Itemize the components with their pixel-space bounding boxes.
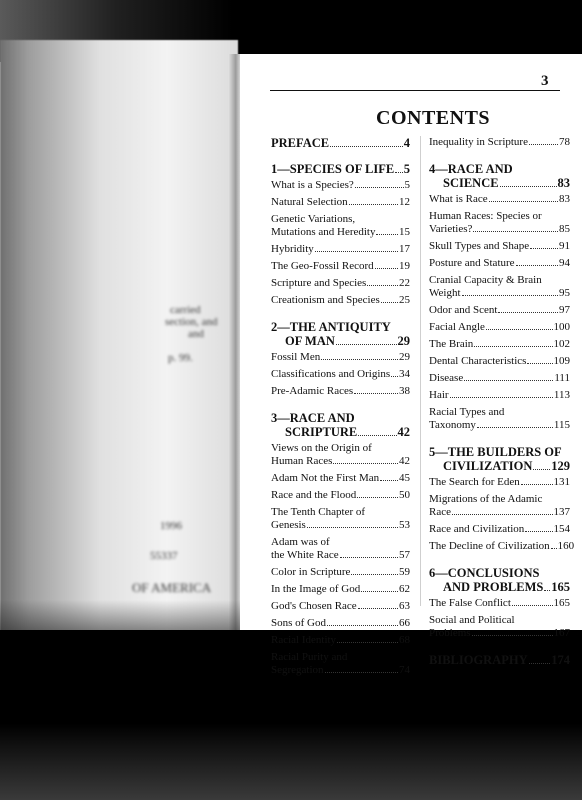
dot-leader: [375, 268, 398, 269]
toc-chapter-title-cont: SCIENCE: [443, 176, 499, 190]
dot-leader: [544, 590, 550, 591]
toc-page-number: 42: [399, 455, 410, 467]
toc-entry-title-cont: Human Races: [271, 455, 333, 467]
toc-page-number: 165: [551, 580, 570, 594]
toc-entry: [271, 294, 410, 307]
dot-leader: [521, 484, 553, 485]
toc-chapter-title: BIBLIOGRAPHY: [429, 653, 528, 667]
dot-leader: [498, 312, 558, 313]
toc-entry: [429, 389, 570, 402]
toc-entry-line2: [429, 627, 570, 640]
toc-entry-title-cont: Race: [429, 506, 451, 518]
toc-entry: [271, 506, 410, 532]
toc-entry-title: Migrations of the Adamic: [429, 493, 543, 505]
toc-chapter: [271, 162, 410, 176]
column-divider: [420, 136, 421, 606]
dot-leader: [307, 527, 398, 528]
toc-entry-title: Inequality in Scripture: [429, 136, 528, 148]
section-gap: [429, 153, 570, 162]
toc-entry: [271, 385, 410, 398]
ghost-text: and: [188, 328, 204, 340]
toc-entry: [271, 583, 410, 596]
toc-page-number: 38: [399, 385, 410, 397]
toc-page-number: 154: [553, 523, 570, 535]
contents-title: CONTENTS: [376, 107, 491, 129]
section-gap: [271, 153, 410, 162]
toc-page-number: 100: [553, 321, 570, 333]
toc-entry: [271, 651, 410, 677]
toc-entry-line2: [429, 419, 570, 432]
dot-leader: [452, 514, 553, 515]
toc-entry-title: Hair: [429, 389, 449, 401]
dot-leader: [355, 187, 404, 188]
toc-entry: [271, 243, 410, 256]
toc-page-number: 42: [397, 425, 410, 439]
toc-entry-title: Dental Characteristics: [429, 355, 527, 367]
toc-page-number: 160: [557, 540, 575, 552]
dot-leader: [525, 531, 552, 532]
toc-page-number: 167: [553, 627, 570, 639]
toc-entry: [271, 213, 410, 239]
dot-leader: [315, 251, 398, 252]
section-gap: [271, 311, 410, 320]
toc-entry: [429, 523, 570, 536]
dot-leader: [391, 376, 398, 377]
toc-page-number: 22: [399, 277, 410, 289]
toc-entry: [271, 566, 410, 579]
dot-leader: [367, 285, 398, 286]
toc-page-number: 111: [554, 372, 570, 384]
toc-entry: [429, 304, 570, 317]
toc-page-number: 5: [404, 179, 410, 191]
toc-entry-line2: [271, 549, 410, 562]
toc-entry: [429, 493, 570, 519]
toc-page-number: 19: [399, 260, 410, 272]
toc-chapter-title-cont: AND PROBLEMS: [443, 580, 544, 594]
toc-entry-line2: [271, 455, 410, 468]
dot-leader: [512, 605, 553, 606]
toc-page-number: 95: [559, 287, 570, 299]
toc-entry-title-cont: Taxonomy: [429, 419, 476, 431]
toc-entry-title-cont: Segregation: [271, 664, 324, 676]
toc-entry-title: Social and Political: [429, 614, 515, 626]
dot-leader: [477, 427, 553, 428]
toc-entry-title: The Tenth Chapter of: [271, 506, 366, 518]
toc-chapter-title: 2—THE ANTIQUITY: [271, 320, 391, 334]
header-rule: [270, 90, 560, 91]
toc-page-number: 174: [551, 653, 570, 667]
toc-entry: [429, 372, 570, 385]
dot-leader: [486, 329, 553, 330]
dot-leader: [472, 635, 553, 636]
toc-entry-title: Genetic Variations,: [271, 213, 356, 225]
toc-page-number: 97: [559, 304, 570, 316]
toc-entry-title: Racial Identity: [271, 634, 337, 646]
toc-page-number: 4: [403, 136, 410, 150]
toc-chapter-title: 3—RACE AND: [271, 411, 355, 425]
dot-leader: [325, 672, 398, 673]
ghost-text: p. 99.: [168, 352, 193, 364]
toc-chapter-title-cont: CIVILIZATION: [443, 459, 533, 473]
toc-entry-title: The False Conflict: [429, 597, 511, 609]
toc-page-number: 59: [399, 566, 410, 578]
toc-entry-line2: [271, 664, 410, 677]
toc-entry-title: Skull Types and Shape: [429, 240, 530, 252]
toc-entry-title: The Brain: [429, 338, 474, 350]
toc-page-number: 45: [399, 472, 410, 484]
toc-entry-title: God's Chosen Race: [271, 600, 357, 612]
toc-entry-title: Facial Angle: [429, 321, 485, 333]
toc-entry: [271, 600, 410, 613]
toc-page-number: 68: [399, 634, 410, 646]
dot-leader: [516, 265, 558, 266]
dot-leader: [321, 359, 398, 360]
toc-entry: [271, 634, 410, 647]
dot-leader: [551, 548, 557, 549]
dot-leader: [464, 380, 553, 381]
toc-page-number: 78: [559, 136, 570, 148]
toc-page-number: 57: [399, 549, 410, 561]
dot-leader: [337, 642, 398, 643]
toc-entry: [429, 355, 570, 368]
toc-page-number: 83: [557, 176, 570, 190]
toc-entry: [429, 338, 570, 351]
toc-page-number: 29: [399, 351, 410, 363]
toc-entry: [271, 351, 410, 364]
toc-page-number: 53: [399, 519, 410, 531]
dot-leader: [358, 435, 396, 436]
dot-leader: [530, 248, 558, 249]
dot-leader: [349, 204, 398, 205]
toc-entry: [271, 472, 410, 485]
toc-entry: [429, 193, 570, 206]
toc-entry-line2: [271, 519, 410, 532]
dot-leader: [527, 363, 552, 364]
toc-entry: [429, 540, 575, 553]
toc-entry-title: What is Race: [429, 193, 488, 205]
toc-entry: [429, 274, 570, 300]
toc-entry: [271, 442, 410, 468]
toc-chapter-title: PREFACE: [271, 136, 330, 150]
section-gap: [429, 644, 570, 653]
toc-page-number: 83: [559, 193, 570, 205]
toc-entry: [271, 536, 410, 562]
toc-entry-title: In the Image of God: [271, 583, 361, 595]
section-gap: [429, 436, 570, 445]
dot-leader: [533, 469, 550, 470]
left-page-blurred: [0, 40, 238, 650]
toc-chapter: [429, 445, 570, 473]
toc-chapter-title: 4—RACE AND: [429, 162, 513, 176]
toc-page-number: 34: [399, 368, 410, 380]
toc-page-number: 63: [399, 600, 410, 612]
toc-entry-title: Disease: [429, 372, 464, 384]
toc-entry-title: Views on the Origin of: [271, 442, 372, 454]
ghost-text: 1996: [160, 520, 182, 532]
toc-page-number: 50: [399, 489, 410, 501]
dot-leader: [474, 346, 552, 347]
toc-entry-title: Scripture and Species: [271, 277, 367, 289]
dot-leader: [340, 557, 398, 558]
toc-entry-title: Racial Purity and: [271, 651, 348, 663]
toc-entry-title: Racial Types and: [429, 406, 505, 418]
toc-chapter-line2: [429, 176, 570, 190]
dot-leader: [358, 608, 398, 609]
toc-page-number: 131: [553, 476, 570, 488]
toc-page-number: 129: [551, 459, 570, 473]
toc-page-number: 74: [399, 664, 410, 676]
toc-entry-title: Race and Civilization: [429, 523, 525, 535]
toc-entry-title: Human Races: Species or: [429, 210, 542, 222]
ghost-text: OF AMERICA: [132, 580, 212, 595]
toc-chapter-title-cont: SCRIPTURE: [285, 425, 358, 439]
toc-entry-title: Race and the Flood: [271, 489, 357, 501]
toc-entry: [429, 597, 570, 610]
toc-chapter-line2: [429, 580, 570, 594]
dot-leader: [529, 663, 551, 664]
dot-leader: [376, 234, 398, 235]
toc-chapter: [429, 653, 570, 667]
toc-entry: [429, 240, 570, 253]
toc-chapter-title: 1—SPECIES OF LIFE: [271, 162, 395, 176]
page-number: 3: [541, 73, 549, 89]
toc-page-number: 5: [403, 162, 410, 176]
toc-chapter: [271, 136, 410, 150]
ghost-text: carried: [170, 304, 201, 316]
toc-page-number: 85: [559, 223, 570, 235]
toc-page-number: 94: [559, 257, 570, 269]
toc-left-column: [271, 136, 410, 681]
toc-chapter-line2: [271, 334, 410, 348]
toc-entry-title: The Decline of Civilization: [429, 540, 550, 552]
dot-leader: [336, 344, 397, 345]
toc-entry-line2: [429, 506, 570, 519]
toc-page-number: 17: [399, 243, 410, 255]
section-gap: [429, 557, 570, 566]
dot-leader: [380, 480, 398, 481]
toc-page-number: 113: [553, 389, 570, 401]
toc-entry-title: Adam was of: [271, 536, 330, 548]
toc-chapter-title: 5—THE BUILDERS OF: [429, 445, 562, 459]
toc-page-number: 109: [553, 355, 570, 367]
toc-entry-title: Sons of God: [271, 617, 327, 629]
toc-page-number: 62: [399, 583, 410, 595]
dot-leader: [450, 397, 553, 398]
toc-page-number: 102: [553, 338, 570, 350]
toc-page-number: 66: [399, 617, 410, 629]
toc-entry-title: Pre-Adamic Races: [271, 385, 354, 397]
dot-leader: [351, 574, 398, 575]
toc-entry: [429, 321, 570, 334]
toc-entry: [429, 476, 570, 489]
dot-leader: [395, 172, 403, 173]
toc-chapter-line2: [271, 425, 410, 439]
toc-entry-title: The Geo-Fossil Record: [271, 260, 374, 272]
dot-leader: [500, 186, 557, 187]
toc-entry-title: Classifications and Origins: [271, 368, 391, 380]
toc-entry-line2: [271, 226, 410, 239]
toc-entry-title-cont: the White Race: [271, 549, 339, 561]
toc-entry: [429, 614, 570, 640]
toc-entry: [429, 136, 570, 149]
toc-entry-title: The Search for Eden: [429, 476, 520, 488]
toc-chapter: [429, 162, 570, 190]
toc-page-number: 29: [397, 334, 410, 348]
toc-entry: [271, 368, 410, 381]
toc-chapter: [271, 411, 410, 439]
toc-entry-title: Adam Not the First Man: [271, 472, 380, 484]
toc-entry: [271, 277, 410, 290]
dot-leader: [529, 144, 558, 145]
toc-entry: [271, 617, 410, 630]
toc-entry: [271, 179, 410, 192]
toc-page-number: 12: [399, 196, 410, 208]
dot-leader: [333, 463, 398, 464]
toc-entry-title-cont: Weight: [429, 287, 461, 299]
dot-leader: [361, 591, 398, 592]
toc-page-number: 91: [559, 240, 570, 252]
dot-leader: [330, 146, 403, 147]
toc-chapter: [271, 320, 410, 348]
toc-entry-title-cont: Mutations and Heredity: [271, 226, 376, 238]
toc-entry-title: Creationism and Species: [271, 294, 380, 306]
toc-entry-title: Posture and Stature: [429, 257, 515, 269]
toc-entry: [271, 260, 410, 273]
toc-entry: [429, 406, 570, 432]
toc-entry: [271, 489, 410, 502]
toc-page-number: 25: [399, 294, 410, 306]
toc-chapter: [429, 566, 570, 594]
toc-entry-title: Natural Selection: [271, 196, 348, 208]
toc-entry-title: Fossil Men: [271, 351, 321, 363]
toc-entry-line2: [429, 287, 570, 300]
toc-entry: [429, 210, 570, 236]
dot-leader: [354, 393, 398, 394]
toc-entry-title: Hybridity: [271, 243, 314, 255]
dot-leader: [357, 497, 398, 498]
toc-page-number: 165: [553, 597, 570, 609]
toc-chapter-title: 6—CONCLUSIONS: [429, 566, 540, 580]
toc-entry-title-cont: Varieties?: [429, 223, 473, 235]
toc-entry-title: Color in Scripture: [271, 566, 351, 578]
toc-right-column: [429, 136, 575, 670]
dot-leader: [489, 201, 558, 202]
dot-leader: [381, 302, 398, 303]
toc-entry-title-cont: Problems: [429, 627, 471, 639]
toc-page-number: 15: [399, 226, 410, 238]
toc-entry: [271, 196, 410, 209]
toc-page-number: 137: [553, 506, 570, 518]
toc-entry: [429, 257, 570, 270]
toc-entry-title: What is a Species?: [271, 179, 354, 191]
ghost-text: 55337: [150, 550, 178, 562]
dot-leader: [473, 231, 558, 232]
toc-entry-title: Cranial Capacity & Brain: [429, 274, 542, 286]
toc-chapter-title-cont: OF MAN: [285, 334, 335, 348]
toc-chapter-line2: [429, 459, 570, 473]
section-gap: [271, 402, 410, 411]
toc-entry-title: Odor and Scent: [429, 304, 498, 316]
toc-entry-line2: [429, 223, 570, 236]
dot-leader: [327, 625, 398, 626]
toc-page-number: 115: [553, 419, 570, 431]
dot-leader: [462, 295, 559, 296]
toc-entry-title-cont: Genesis: [271, 519, 306, 531]
ghost-text: section, and: [165, 316, 218, 328]
